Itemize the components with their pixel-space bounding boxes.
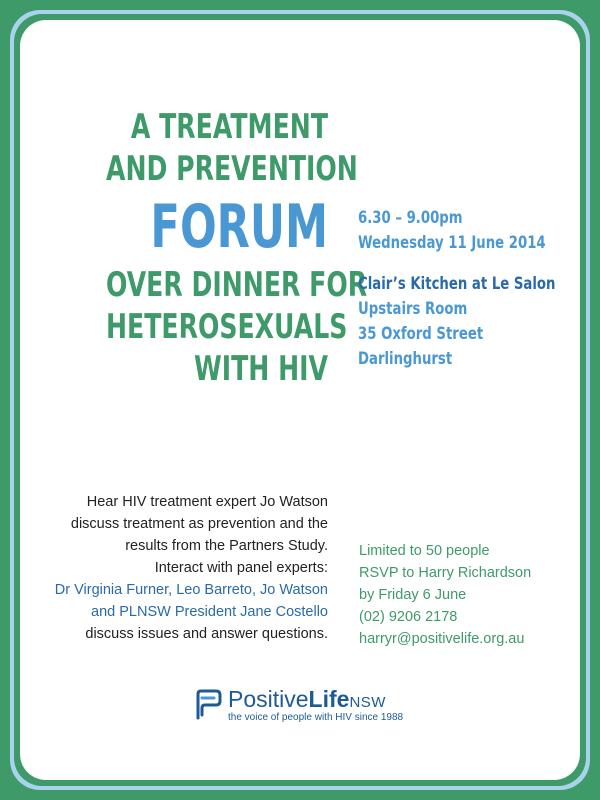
headline-line: A TREATMENT: [130, 107, 328, 147]
rsvp-contact: RSVP to Harry Richardson: [359, 565, 532, 581]
headline-line: OVER DINNER FOR: [106, 265, 368, 305]
event-description: [8, 491, 328, 645]
headline-line: WITH HIV: [194, 349, 328, 389]
description-line: discuss issues and answer questions.: [85, 626, 328, 642]
panel-experts-line: Dr Virginia Furner, Leo Barreto, Jo Watson: [54, 582, 328, 598]
event-date: Wednesday 11 June 2014: [358, 233, 546, 253]
event-venue: Clair’s Kitchen at Le Salon: [358, 274, 556, 294]
description-line: Hear HIV treatment expert Jo Watson: [86, 494, 328, 510]
headline-line: HETEROSEXUALS: [106, 307, 348, 347]
rsvp-email[interactable]: harryr@positivelife.org.au: [359, 631, 525, 647]
headline-line: AND PREVENTION: [106, 149, 358, 189]
logo-name-light: Positive: [228, 686, 309, 712]
event-when: [358, 206, 546, 256]
logo-tagline: the voice of people with HIV since 1988: [228, 712, 404, 723]
positive-life-mark-icon: [192, 688, 224, 722]
logo-name-suffix: NSW: [349, 694, 386, 711]
event-time: 6.30 – 9.00pm: [358, 208, 463, 228]
positive-life-logo: [192, 686, 422, 726]
event-where: [358, 272, 555, 372]
headline: [28, 106, 368, 390]
description-line: Interact with panel experts:: [154, 560, 328, 576]
description-line: results from the Partners Study.: [125, 538, 328, 554]
event-suburb: Darlinghurst: [358, 349, 453, 369]
rsvp-limit: Limited to 50 people: [359, 543, 490, 559]
description-line: discuss treatment as prevention and the: [70, 516, 328, 532]
panel-experts-line: and PLNSW President Jane Costello: [91, 604, 328, 620]
rsvp-deadline: by Friday 6 June: [359, 587, 467, 603]
rsvp-phone: (02) 9206 2178: [359, 609, 458, 625]
event-street: 35 Oxford Street: [358, 324, 484, 344]
rsvp-info: [359, 540, 531, 650]
headline-forum: FORUM: [150, 192, 328, 262]
logo-name-bold: Life: [308, 686, 350, 712]
event-room: Upstairs Room: [358, 299, 468, 319]
